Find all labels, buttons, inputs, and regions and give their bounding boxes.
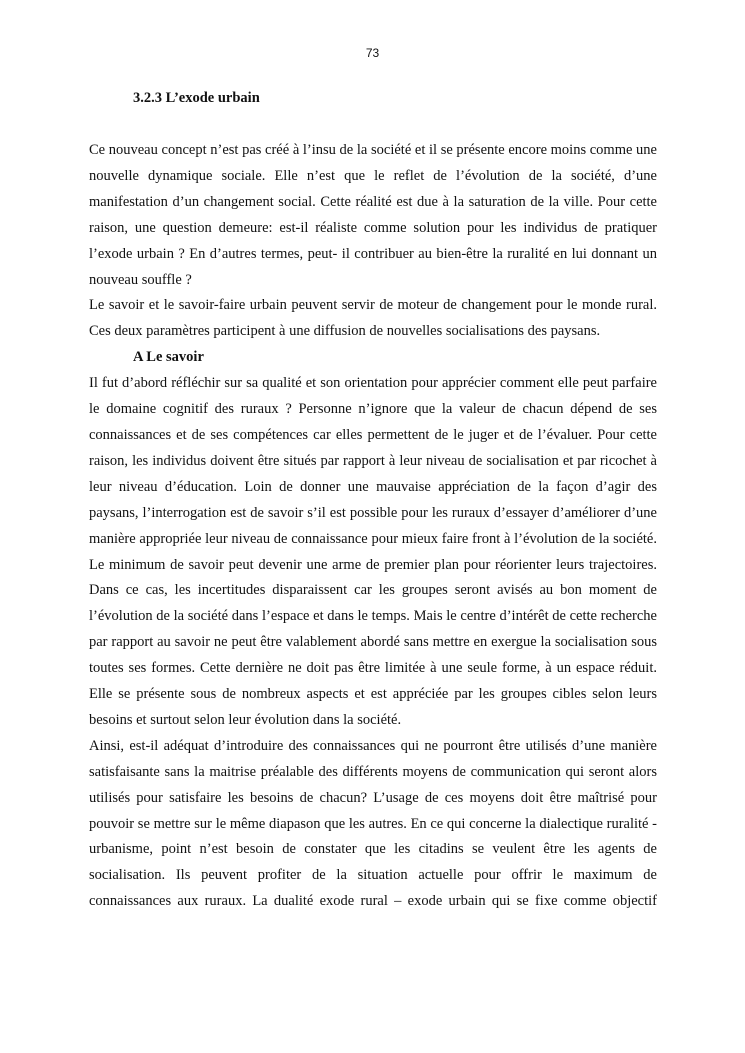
section-heading: 3.2.3 L’exode urbain	[133, 90, 260, 106]
page-number: 73	[365, 46, 380, 60]
paragraph-intro: Ce nouveau concept n’est pas créé à l’insu de la société et il se présente encore moins comme une nouvelle dynamique sociale. Elle n’est que le reflet de l’évolution de la société, d’une manifestation d’un changement social. Cette réalité est due à la saturation de la ville. Pour cette raison, une question demeure: est-il réaliste comme solution pour les individus de pratiquer l’exode urbain ? En d’autres termes, peut- il contribuer au bien-être la ruralité en lui donnant un nouveau souffle ?	[89, 142, 657, 288]
subheading-le-savoir: A Le savoir	[133, 349, 204, 366]
paragraph-savoir: Il fut d’abord réfléchir sur sa qualité et son orientation pour apprécier comment elle peut parfaire le domaine cognitif des ruraux ? Personne n’ignore que la valeur de chacun dépend de ses connaissances et de ses compétences car elles permettent de le juger et de l’évaluer. Pour cette raison, les individus doivent être situés par rapport à leur niveau de socialisation et par ricochet à leur niveau d’éducation. Loin de donner une mauvaise appréciation de la façon d’agir des paysans, l’interrogation est de savoir s’il est possible pour les ruraux d’essayer d’améliorer d’une manière appropriée leur niveau de connaissance pour mieux faire front à l’évolution de la société. Le minimum de savoir peut devenir une arme de premier plan pour réorienter leurs trajectoires. Dans ce cas, les incertitudes disparaissent car les groupes seront avisés au bon moment de l’évolution de la société dans l’espace et dans le temps. Mais le centre d’intérêt de cette recherche par rapport au savoir ne peut être valablement abordé sans mettre en exergue la socialisation sous toutes ses formes. Cette dernière ne doit pas être limitée à une seule forme, à un espace réduit. Elle se présente sous de nombreux aspects et est appréciée par les groupes cibles selon leurs besoins et surtout selon leur évolution dans la société.	[89, 375, 657, 728]
paragraph-connaissances: Ainsi, est-il adéquat d’introduire des connaissances qui ne pourront être utilisés d’une manière satisfaisante sans la maitrise préalable des différents moyens de communication qui seront alors utilisés pour satisfaire les besoins de chacun? L’usage de ces moyens doit être maîtrisé pour pouvoir se mettre sur le même diapason que les autres. En ce qui concerne la dialectique ruralité - urbanisme, point n’est besoin de constater que les citadins se veulent être les agents de socialisation. Ils peuvent profiter de la situation actuelle pour offrir le maximum de connaissances aux ruraux. La dualité exode rural – exode urbain qui se fixe comme objectif	[89, 737, 657, 910]
body-text	[89, 138, 657, 915]
paragraph-savoir-faire: Le savoir et le savoir-faire urbain peuvent servir de moteur de changement pour le monde rural. Ces deux paramètres participent à une diffusion de nouvelles socialisations des paysans.	[89, 297, 657, 340]
